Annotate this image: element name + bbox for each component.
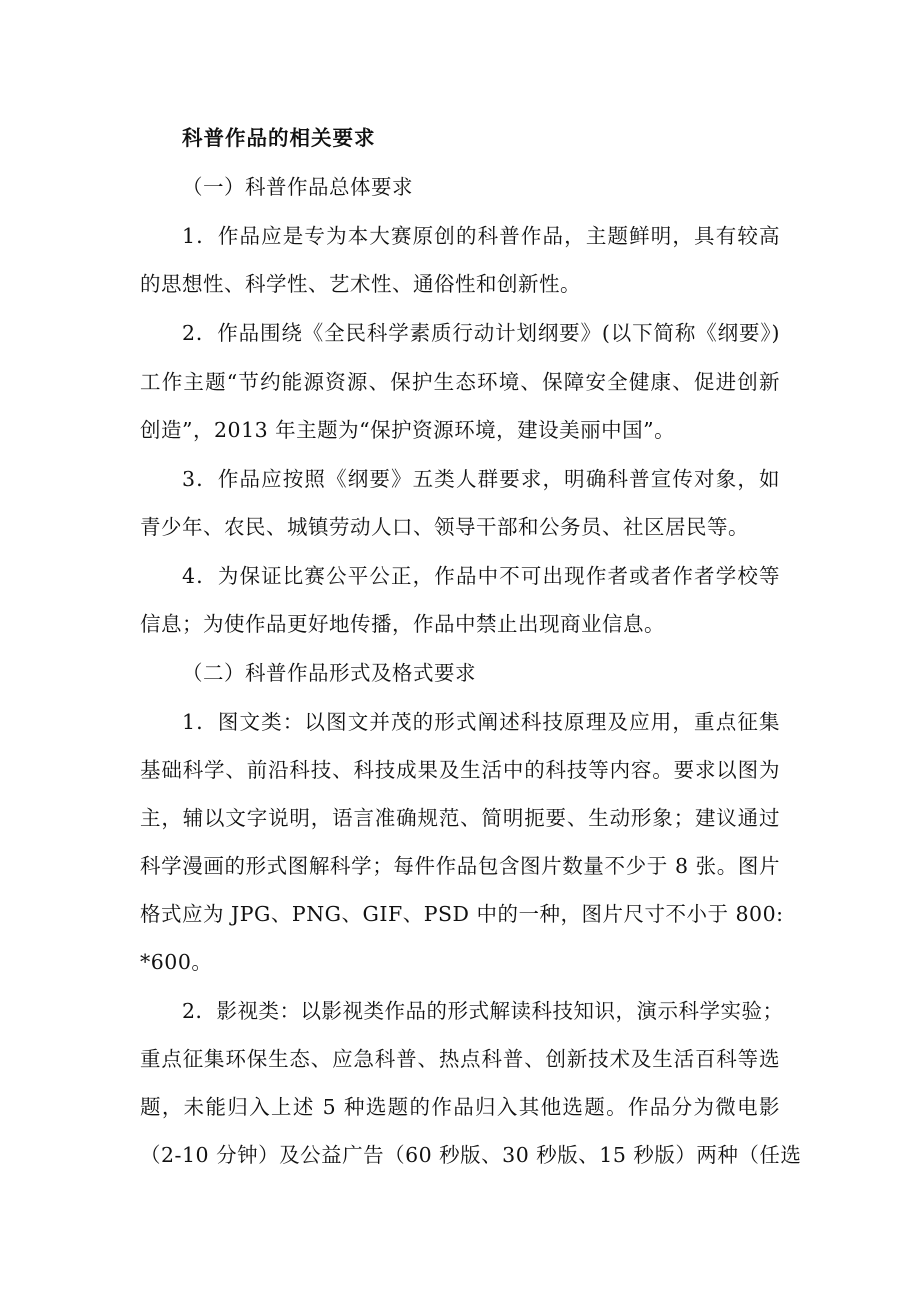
s1-item4-line1: 4．为保证比赛公平公正，作品中不可出现作者或者作者学校等 [182,564,780,588]
s2-item2-line3: 题，未能归入上述 5 种选题的作品归入其他选题。作品分为微电影 [140,1095,780,1119]
s1-item3-line2: 青少年、农民、城镇劳动人口、领导干部和公务员、社区居民等。 [140,515,749,539]
s2-item1-line6: *600。 [140,950,213,974]
s2-item1-line2: 基础科学、前沿科技、科技成果及生活中的科技等内容。要求以图为 [140,758,780,782]
section-1-title: （一）科普作品总体要求 [182,175,413,199]
s2-item2-line1: 2．影视类：以影视类作品的形式解读科技知识，演示科学实验； [182,999,784,1023]
s1-item3-line1: 3．作品应按照《纲要》五类人群要求，明确科普宣传对象，如 [182,467,780,491]
s1-item2-line3: 创造”，2013 年主题为“保护资源环境，建设美丽中国”。 [140,418,676,442]
s2-item1-line3: 主，辅以文字说明，语言准确规范、简明扼要、生动形象；建议通过 [140,806,780,830]
s1-item2-line2: 工作主题“节约能源资源、保护生态环境、保障安全健康、促进创新 [140,370,780,394]
s2-item1-line1: 1．图文类：以图文并茂的形式阐述科技原理及应用，重点征集 [182,710,780,734]
s2-item2-line4: （2-10 分钟）及公益广告（60 秒版、30 秒版、15 秒版）两种（任选 [140,1143,802,1167]
s2-item2-line2: 重点征集环保生态、应急科普、热点科普、创新技术及生活百科等选 [140,1047,780,1071]
s2-item1-line5: 格式应为 JPG、PNG、GIF、PSD 中的一种，图片尺寸不小于 800: [140,902,784,926]
document-heading: 科普作品的相关要求 [182,126,376,150]
s1-item2-line1: 2．作品围绕《全民科学素质行动计划纲要》(以下简称《纲要》) [182,321,780,345]
section-2-title: （二）科普作品形式及格式要求 [182,661,476,685]
s2-item1-line4: 科学漫画的形式图解科学；每件作品包含图片数量不少于 8 张。图片 [140,854,780,878]
s1-item4-line2: 信息；为使作品更好地传播，作品中禁止出现商业信息。 [140,612,665,636]
s1-item1-line2: 的思想性、科学性、艺术性、通俗性和创新性。 [140,272,581,296]
s1-item1-line1: 1．作品应是专为本大赛原创的科普作品，主题鲜明，具有较高 [182,224,780,248]
